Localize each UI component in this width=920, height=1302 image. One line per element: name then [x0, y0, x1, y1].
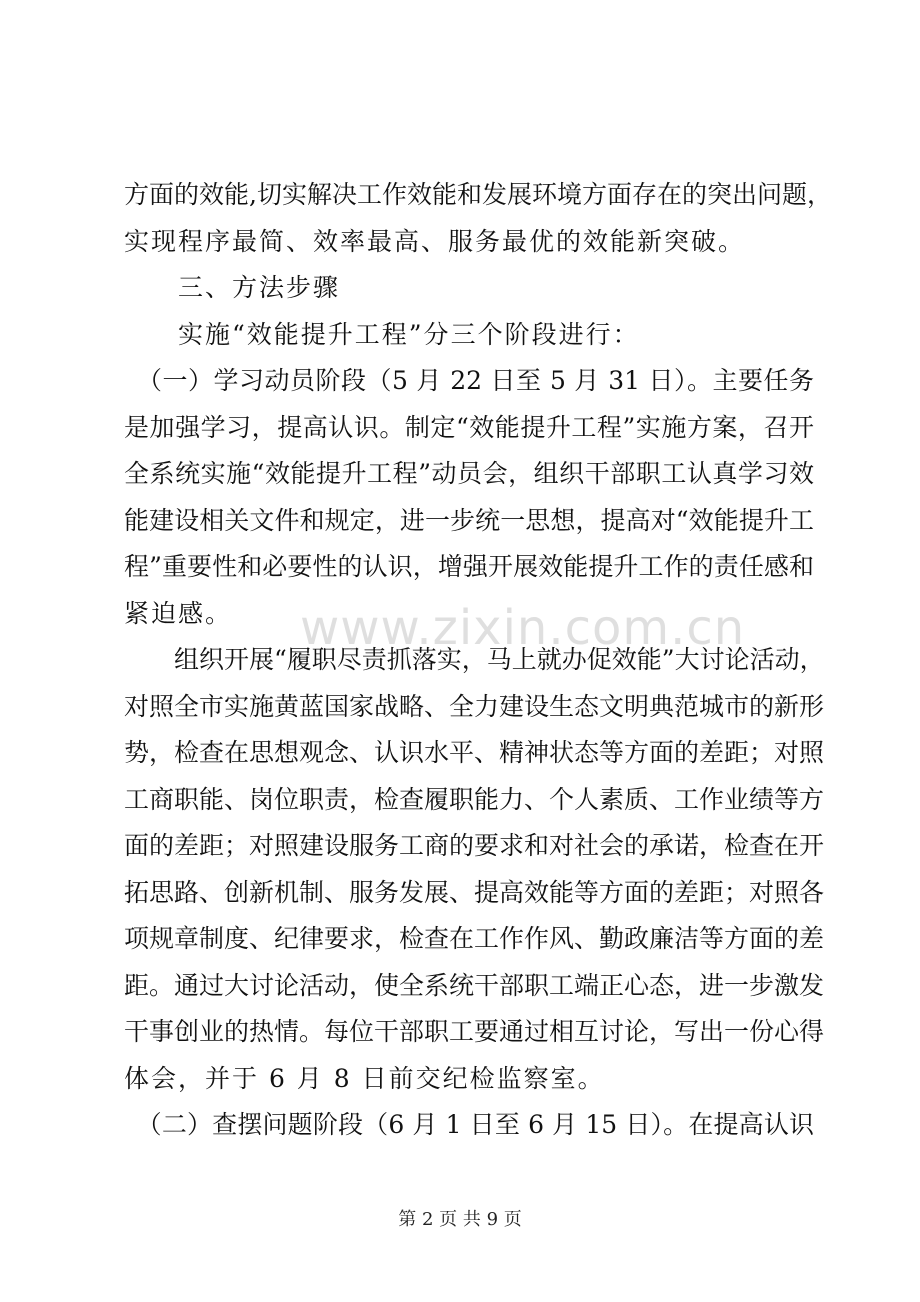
text-line: 实现程序最简、效率最高、服务最优的效能新突破。 — [124, 226, 746, 256]
page-number-footer: 第 2 页 共 9 页 — [398, 1209, 522, 1230]
text-line: 紧迫感。 — [124, 598, 233, 628]
text-line: 对照全市实施黄蓝国家战略、全力建设生态文明典范城市的新形 — [124, 691, 825, 721]
text-line: 全系统实施“效能提升工程”动员会，组织干部职工认真学习效 — [124, 459, 814, 488]
text-line: 体会，并于 6 月 8 日前交纪检监察室。 — [124, 1063, 605, 1093]
text-line: 实施“效能提升工程”分三个阶段进行： — [124, 319, 640, 349]
text-line: 面的差距；对照建设服务工商的要求和对社会的承诺，检查在开 — [124, 831, 825, 860]
text-line: 势，检查在思想观念、认识水平、精神状态等方面的差距；对照 — [124, 738, 825, 767]
text-line: 距。通过大讨论活动，使全系统干部职工端正心态，进一步激发 — [124, 970, 825, 1000]
text-line: 干事创业的热情。每位干部职工要通过相互讨论，写出一份心得 — [124, 1017, 825, 1046]
text-line: （一）学习动员阶段（5 月 22 日至 5 月 31 日）。主要任务 — [124, 366, 814, 395]
text-line: 拓思路、创新机制、服务发展、提高效能等方面的差距；对照各 — [124, 877, 825, 907]
document-body — [124, 172, 832, 1149]
text-line: 组织开展“履职尽责抓落实，马上就办促效能”大讨论活动， — [124, 645, 825, 674]
text-line: 程”重要性和必要性的认识，增强开展效能提升工作的责任感和 — [124, 552, 814, 581]
section-heading: 三、方法步骤 — [124, 273, 341, 302]
text-line: 项规章制度、纪律要求，检查在工作作风、勤政廉洁等方面的差 — [124, 924, 825, 953]
text-line: 方面的效能,切实解决工作效能和发展环境方面存在的突出问题， — [124, 180, 832, 209]
watermark: www.zixin.com.cn — [300, 600, 746, 656]
text-line: （二）查摆问题阶段（6 月 1 日至 6 月 15 日）。在提高认识 — [124, 1110, 814, 1139]
text-line: 工商职能、岗位职责，检查履职能力、个人素质、工作业绩等方 — [124, 784, 825, 814]
text-line: 是加强学习，提高认识。制定“效能提升工程”实施方案，召开 — [124, 412, 814, 442]
text-line: 能建设相关文件和规定，进一步统一思想，提高对“效能提升工 — [124, 505, 814, 535]
